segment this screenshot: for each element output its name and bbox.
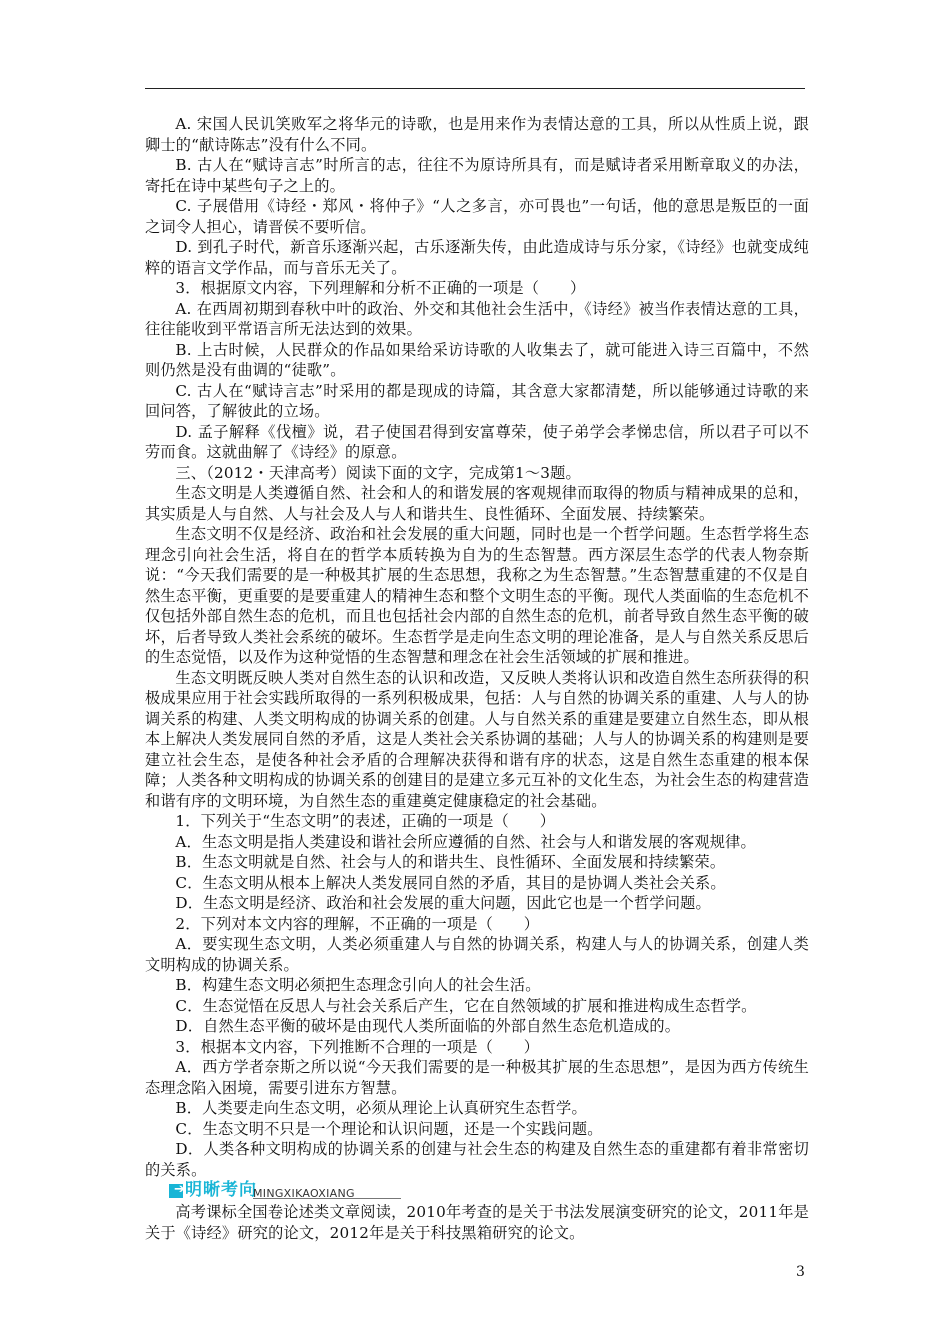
page-content [145, 114, 809, 1243]
option-b: B．构建生态文明必须把生态理念引向人的社会生活。 [175, 976, 541, 994]
passage-paragraph: 生态文明是人类遵循自然、社会和人的和谐发展的客观规律而取得的物质与精神成果的总和，其实质是人与自然、人与社会及人与人和谐共生、良性循环、全面发展、持续繁荣。 [145, 484, 809, 523]
option-a: A．生态文明是指人类建设和谐社会所应遵循的自然、社会与人和谐发展的客观规律。 [175, 832, 756, 851]
option-b: B. 古人在“赋诗言志”时所言的志，往往不为原诗所具有，而是赋诗者采用断章取义的办法，寄托在诗中某些句子之上的。 [145, 156, 809, 195]
banner-title: 明晰考向 [185, 1180, 257, 1200]
passage-paragraph: 生态文明既反映人类对自然生态的认识和改造，又反映人类将认识和改造自然生态所获得的积极成果应用于社会实践所取得的一系列积极成果，包括：人与自然的协调关系的重建、人与人的协调关系的构建、人类文明构成的协调关系的创建。人与自然关系的重建是要建立自然生态，即从根本上解决人类发展同自然的矛盾，这是人类社会关系协调的基础；人与人的协调关系的构建则是要建立社会生态，是使各种社会矛盾的合理解决获得和谐有序的状态，这是自然生态重建的根本保障；人类各种文明构成的协调关系的创建目的是建立多元互补的文化生态，为社会生态的构建营造和谐有序的文明环境，为自然生态的重建奠定健康稳定的社会基础。 [145, 668, 809, 810]
option-d: D．生态文明是经济、政治和社会发展的重大问题，因此它也是一个哲学问题。 [175, 894, 711, 912]
option-a: A．要实现生态文明，人类必须重建人与自然的协调关系，构建人与人的协调关系，创建人类文明构成的协调关系。 [145, 935, 809, 974]
section-banner [145, 1181, 809, 1202]
arrow-icon: ➔ [174, 1182, 185, 1197]
option-a: A. 在西周初期到春秋中叶的政治、外交和其他社会生活中，《诗经》被当作表情达意的工具，往往能收到平常语言所无法达到的效果。 [145, 299, 809, 338]
option-d: D．自然生态平衡的破坏是由现代人类所面临的外部自然生态危机造成的。 [175, 1017, 681, 1035]
header-rule [145, 88, 805, 89]
option-d: D. 到孔子时代，新音乐逐渐兴起，古乐逐渐失传，由此造成诗与乐分家，《诗经》也就变成纯粹的语言文学作品，而与音乐无关了。 [145, 238, 809, 277]
passage-paragraph: 生态文明不仅是经济、政治和社会发展的重大问题，同时也是一个哲学问题。生态哲学将生态理念引向社会生活，将自在的哲学本质转换为自为的生态智慧。西方深层生态学的代表人物奈斯说：“今天我们需要的是一种极其扩展的生态思想，我称之为生态智慧。”生态智慧重建的不仅是自然生态平衡，更重要的是要重建人的精神生态和整个文明生态的平衡。现代人类面临的生态危机不仅包括外部自然生态的危机，而且也包括社会内部的自然生态的危机，前者导致自然生态平衡的破坏，后者导致人类社会系统的破坏。生态哲学是走向生态文明的理论准备，是人与自然关系反思后的生态觉悟，以及作为这种觉悟的生态智慧和理念在社会生活领域的扩展和推进。 [145, 525, 809, 666]
section-heading: 三、（2012・天津高考）阅读下面的文字，完成第1～3题。 [175, 463, 581, 482]
option-d: D. 孟子解释《伐檀》说，君子使国君得到安富尊荣，使子弟学会孝悌忠信，所以君子可以不劳而食。这就曲解了《诗经》的原意。 [145, 422, 809, 461]
option-c: C．生态文明从根本上解决人类发展同自然的矛盾，其目的是协调人类社会关系。 [175, 873, 726, 892]
question-1: 1．下列关于“生态文明”的表述，正确的一项是（ ） [175, 812, 556, 830]
option-c: C. 古人在“赋诗言志”时采用的都是现成的诗篇，其含意大家都清楚，所以能够通过诗歌的来回问答，了解彼此的立场。 [145, 381, 809, 420]
question-2: 2．下列对本文内容的理解，不正确的一项是（ ） [175, 914, 540, 933]
closing-paragraph: 高考课标全国卷论述类文章阅读，2010年考查的是关于书法发展演变研究的论文，2011年是关于《诗经》研究的论文，2012年是关于科技黑箱研究的论文。 [145, 1203, 809, 1242]
option-a: A．西方学者奈斯之所以说“今天我们需要的是一种极其扩展的生态思想”，是因为西方传统生态理念陷入困境，需要引进东方智慧。 [145, 1058, 809, 1097]
option-b: B. 上古时候，人民群众的作品如果给采访诗歌的人收集去了，就可能进入诗三百篇中，不然则仍然是没有曲调的“徒歌”。 [145, 340, 809, 379]
question-3: 3．根据原文内容，下列理解和分析不正确的一项是（ ） [175, 279, 586, 297]
banner-subtitle: MINGXIKAOXIANG [253, 1187, 355, 1200]
option-b: B．生态文明就是自然、社会与人的和谐共生、良性循环、全面发展和持续繁荣。 [175, 853, 726, 871]
option-b: B．人类要走向生态文明，必须从理论上认真研究生态哲学。 [175, 1099, 587, 1117]
question-3: 3．根据本文内容，下列推断不合理的一项是（ ） [175, 1037, 540, 1056]
banner-underline [253, 1198, 401, 1199]
option-d: D．人类各种文明构成的协调关系的创建与社会生态的构建及自然生态的重建都有着非常密切的关系。 [145, 1140, 809, 1179]
option-c: C．生态觉悟在反思人与社会关系后产生，它在自然领域的扩展和推进构成生态哲学。 [175, 996, 757, 1015]
page-number: 3 [796, 1264, 805, 1280]
option-c: C．生态文明不只是一个理论和认识问题，还是一个实践问题。 [175, 1119, 603, 1138]
option-c: C. 子展借用《诗经・郑风・将仲子》“人之多言，亦可畏也”一句话，他的意思是叛臣的一面之词令人担心，请晋侯不要听信。 [145, 197, 809, 236]
option-a: A. 宋国人民讥笑败军之将华元的诗歌，也是用来作为表情达意的工具，所以从性质上说，跟卿士的“献诗陈志”没有什么不同。 [145, 115, 809, 154]
